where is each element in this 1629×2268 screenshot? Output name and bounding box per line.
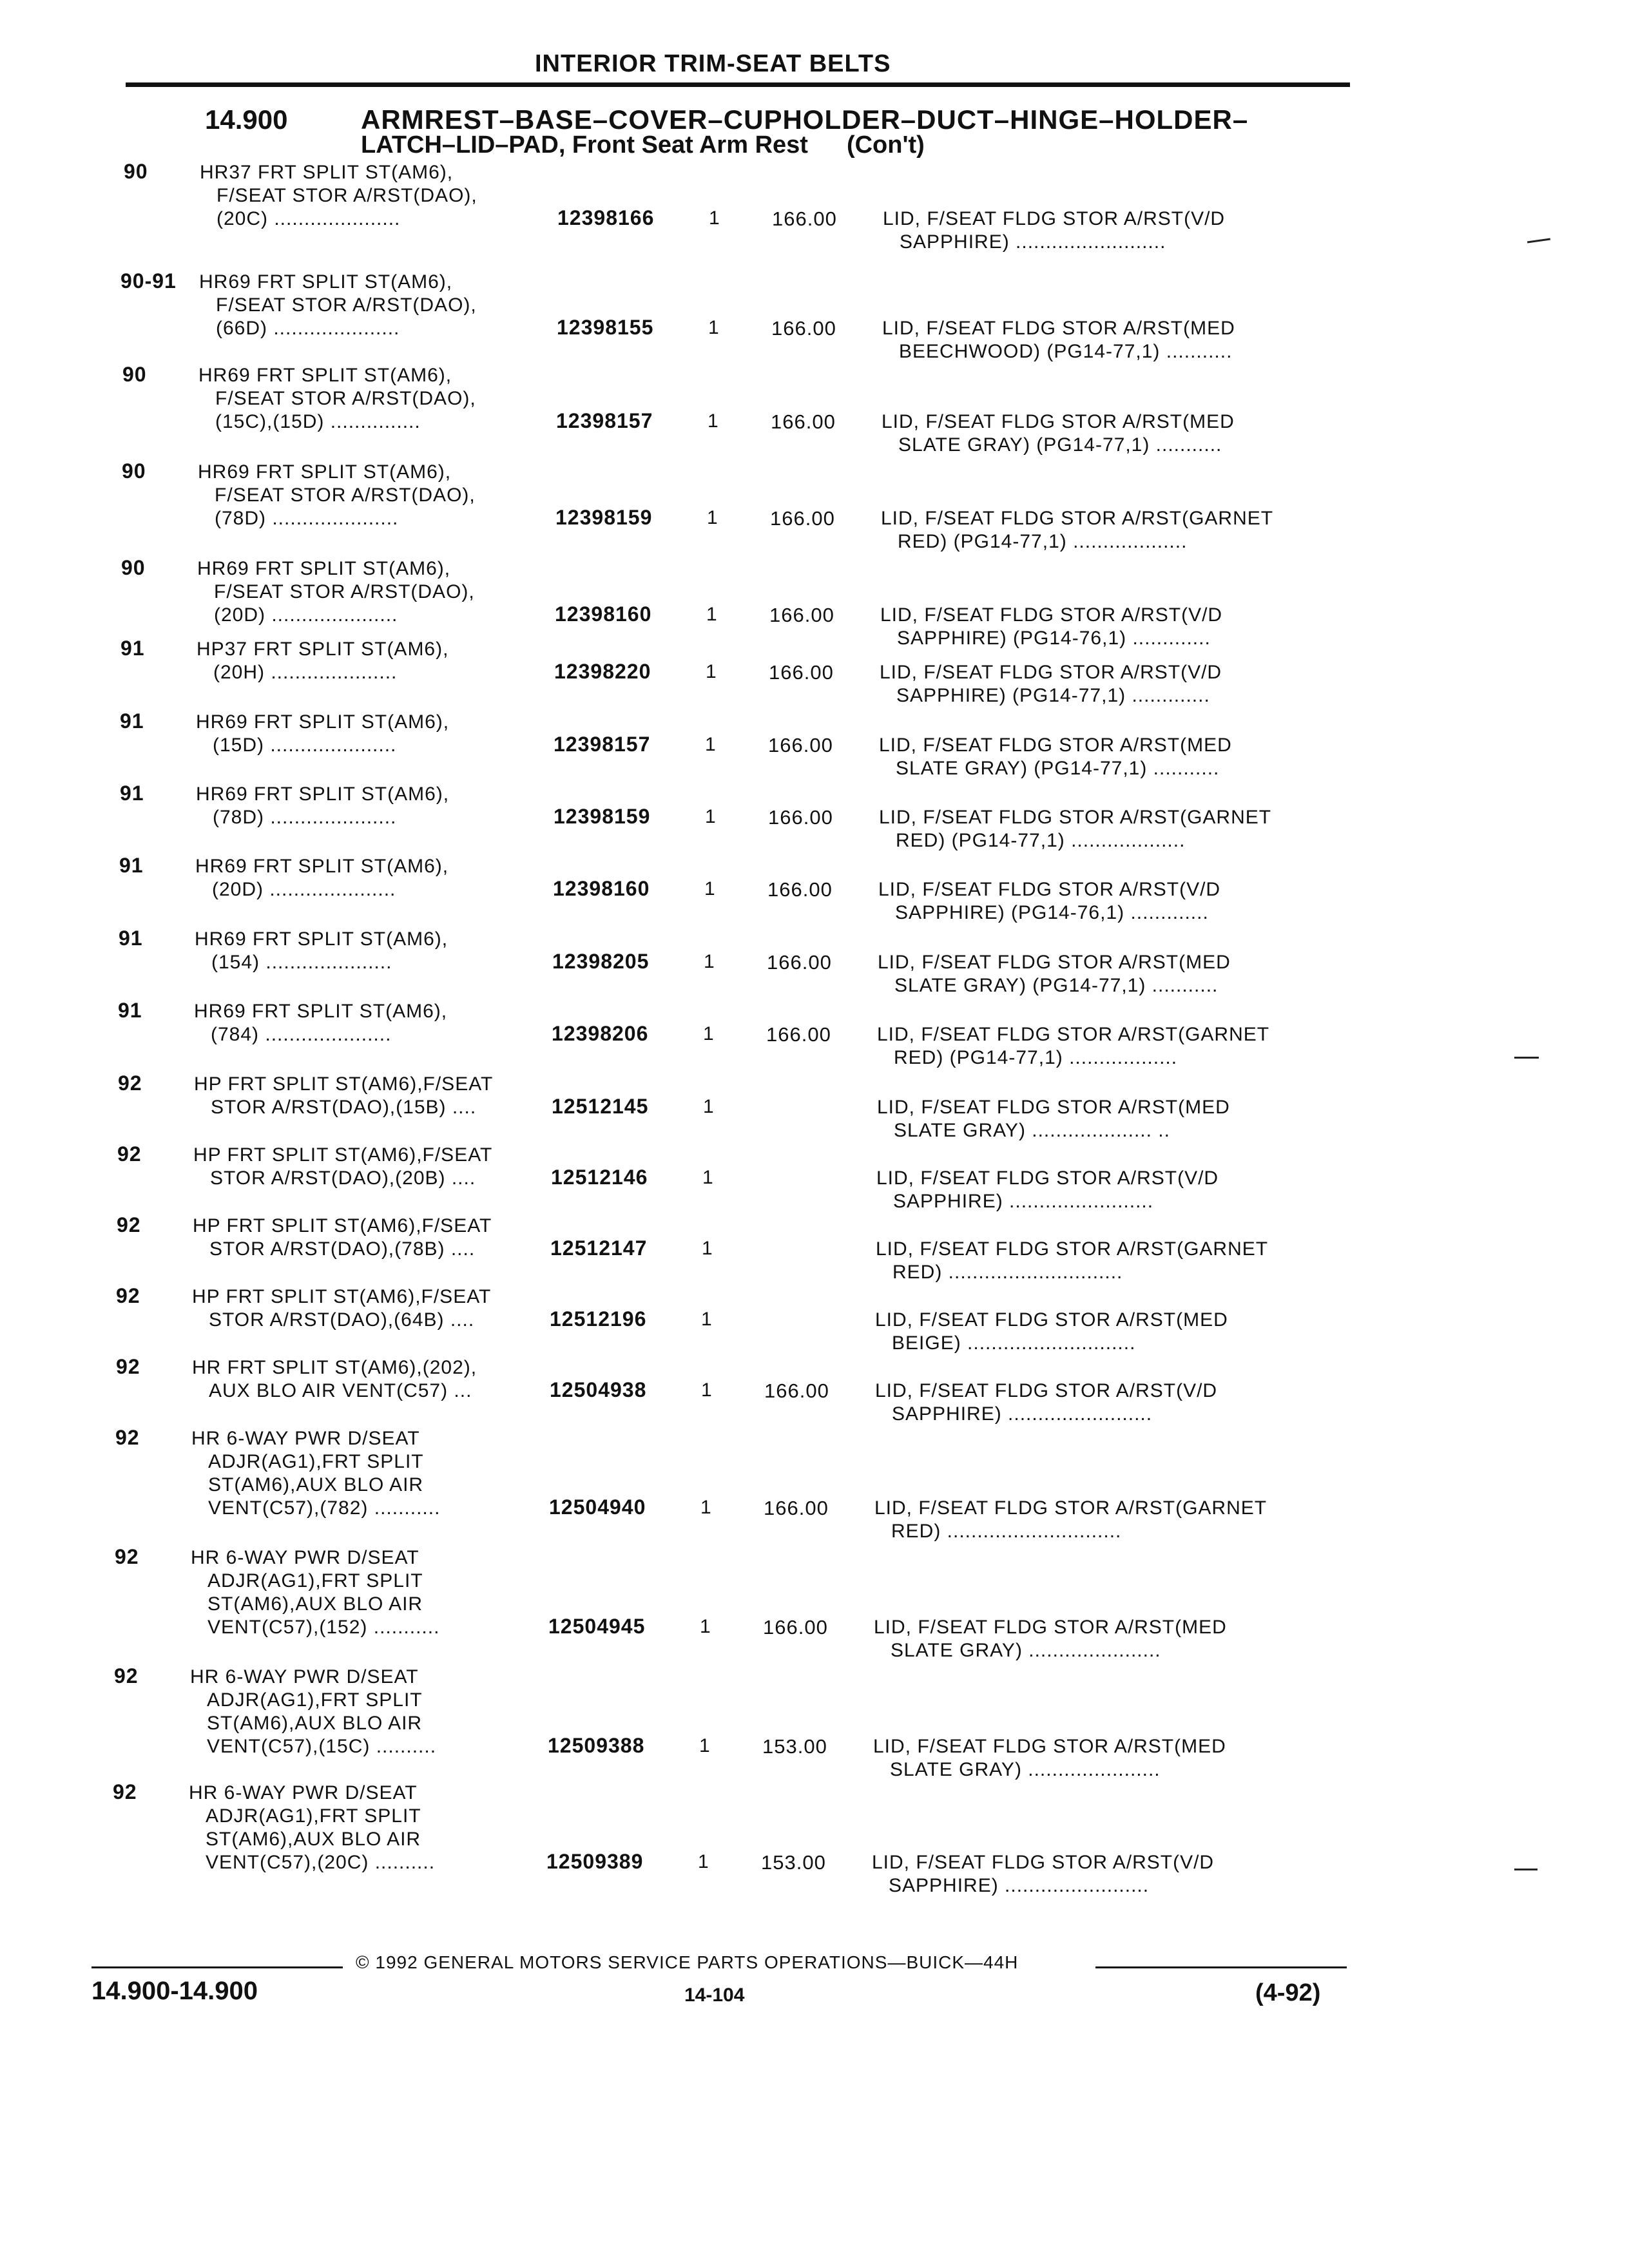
header-rule	[126, 82, 1350, 87]
illustration-number: 91	[120, 709, 144, 733]
part-description-line: SAPPHIRE) (PG14-77,1) .............	[896, 685, 1210, 706]
price: 166.00	[770, 507, 835, 530]
part-description-line: LID, F/SEAT FLDG STOR A/RST(MED	[882, 411, 1235, 432]
model-description-line: HR69 FRT SPLIT ST(AM6),	[197, 558, 451, 579]
footer-section-range: 14.900-14.900	[92, 1977, 258, 2005]
illustration-number: 90	[124, 160, 148, 183]
part-description-line: SAPPHIRE) ........................	[893, 1191, 1154, 1212]
part-description	[878, 878, 1220, 925]
model-description-line: STOR A/RST(DAO),(15B) ....	[211, 1097, 477, 1118]
part-description	[883, 207, 1225, 254]
part-number: 12398157	[556, 409, 653, 432]
illustration-number: 91	[120, 782, 144, 805]
parts-entry	[0, 459, 1629, 552]
part-number: 12512147	[550, 1236, 648, 1260]
part-description-line: LID, F/SEAT FLDG STOR A/RST(V/D	[876, 1168, 1219, 1189]
model-description-line: HR69 FRT SPLIT ST(AM6),	[198, 461, 452, 483]
model-description-line: (66D) .....................	[216, 318, 400, 339]
illustration-number: 92	[118, 1072, 142, 1095]
quantity: 1	[707, 507, 718, 528]
quantity: 1	[706, 604, 718, 625]
part-description-line: LID, F/SEAT FLDG STOR A/RST(GARNET	[879, 807, 1272, 828]
model-description-line: STOR A/RST(DAO),(64B) ....	[209, 1309, 475, 1331]
model-description-line: AUX BLO AIR VENT(C57) ...	[209, 1380, 472, 1401]
page-header-title: INTERIOR TRIM-SEAT BELTS	[535, 50, 891, 77]
parts-entry	[0, 269, 1629, 362]
quantity: 1	[701, 1379, 713, 1401]
model-description	[189, 1782, 435, 1874]
price: 166.00	[771, 317, 836, 340]
part-description	[876, 1238, 1268, 1284]
quantity: 1	[702, 1238, 713, 1259]
model-description-line: HR 6-WAY PWR D/SEAT	[189, 1782, 418, 1803]
part-description-line: LID, F/SEAT FLDG STOR A/RST(GARNET	[881, 508, 1274, 529]
parts-entry	[0, 363, 1629, 456]
model-description	[200, 161, 477, 231]
part-description-line: LID, F/SEAT FLDG STOR A/RST(V/D	[878, 879, 1221, 900]
model-description-line: HR69 FRT SPLIT ST(AM6),	[195, 856, 449, 877]
model-description	[195, 855, 448, 901]
model-description	[192, 1356, 477, 1403]
part-number: 12504938	[550, 1378, 647, 1401]
illustration-number: 92	[116, 1284, 140, 1307]
price: 166.00	[763, 1616, 828, 1639]
part-description-line: LID, F/SEAT FLDG STOR A/RST(V/D	[872, 1852, 1215, 1873]
model-description	[198, 364, 476, 434]
part-description-line: SLATE GRAY) (PG14-77,1) ...........	[896, 758, 1220, 779]
model-description-line: (20H) .....................	[213, 662, 398, 683]
part-description	[877, 1096, 1230, 1142]
quantity: 1	[703, 1023, 715, 1044]
model-description-line: HR69 FRT SPLIT ST(AM6),	[196, 711, 450, 733]
parts-entry	[0, 1072, 1629, 1141]
part-number: 12509388	[548, 1734, 645, 1757]
parts-entry	[0, 1284, 1629, 1354]
parts-entry	[0, 1664, 1629, 1780]
part-description-line: BEIGE) ............................	[892, 1332, 1136, 1354]
model-description-line: VENT(C57),(782) ...........	[208, 1497, 441, 1519]
model-description	[195, 928, 448, 974]
part-description-line: LID, F/SEAT FLDG STOR A/RST(GARNET	[874, 1497, 1268, 1519]
quantity: 1	[705, 806, 717, 827]
part-description-line: LID, F/SEAT FLDG STOR A/RST(MED	[879, 735, 1232, 756]
part-description-line: SAPPHIRE) (PG14-76,1) .............	[895, 902, 1209, 923]
model-description	[198, 461, 476, 530]
model-description-line: ST(AM6),AUX BLO AIR	[206, 1829, 421, 1850]
part-description-line: LID, F/SEAT FLDG STOR A/RST(GARNET	[876, 1238, 1269, 1260]
part-description	[875, 1309, 1228, 1355]
model-description-line: (15C),(15D) ...............	[215, 411, 421, 432]
price: 166.00	[769, 604, 834, 626]
quantity: 1	[708, 317, 720, 338]
model-description-line: HR 6-WAY PWR D/SEAT	[190, 1666, 419, 1687]
parts-entry	[0, 1545, 1629, 1661]
section-title-line1: ARMREST–BASE–COVER–CUPHOLDER–DUCT–HINGE–HOLDER–	[361, 104, 1249, 135]
model-description	[191, 1546, 439, 1639]
model-description-line: HP37 FRT SPLIT ST(AM6),	[197, 639, 449, 660]
part-description-line: LID, F/SEAT FLDG STOR A/RST(MED	[877, 1097, 1230, 1118]
part-description	[874, 1616, 1227, 1662]
part-description-line: SAPPHIRE) ........................	[889, 1875, 1150, 1896]
price: 166.00	[772, 207, 837, 230]
parts-entry	[0, 854, 1629, 923]
part-description-line: SLATE GRAY) (PG14-77,1) ...........	[898, 434, 1222, 456]
model-description	[193, 1144, 492, 1190]
model-description-line: HR69 FRT SPLIT ST(AM6),	[195, 928, 448, 950]
part-description-line: LID, F/SEAT FLDG STOR A/RST(MED	[878, 952, 1231, 973]
model-description-line: (154) .....................	[211, 952, 392, 973]
part-number: 12398205	[552, 950, 650, 973]
parts-entry	[0, 709, 1629, 779]
part-description-line: LID, F/SEAT FLDG STOR A/RST(V/D	[883, 208, 1226, 229]
part-number: 12504940	[549, 1495, 646, 1519]
parts-entry	[0, 1142, 1629, 1212]
model-description	[196, 711, 449, 757]
model-description-line: HR69 FRT SPLIT ST(AM6),	[196, 783, 450, 805]
section-number: 14.900	[205, 104, 288, 135]
illustration-number: 90	[121, 556, 146, 579]
model-description	[194, 1073, 493, 1119]
price: 166.00	[764, 1379, 829, 1402]
part-description-line: BEECHWOOD) (PG14-77,1) ...........	[899, 341, 1233, 362]
illustration-number: 90	[122, 459, 146, 483]
part-description-line: RED) .............................	[892, 1262, 1123, 1283]
part-description	[878, 951, 1231, 997]
model-description-line: HR69 FRT SPLIT ST(AM6),	[199, 271, 453, 293]
model-description-line: F/SEAT STOR A/RST(DAO),	[217, 185, 477, 206]
price: 153.00	[762, 1735, 827, 1758]
part-description-line: SLATE GRAY) (PG14-77,1) ...........	[894, 975, 1219, 996]
model-description-line: ST(AM6),AUX BLO AIR	[207, 1593, 423, 1615]
model-description-line: HP FRT SPLIT ST(AM6),F/SEAT	[193, 1215, 492, 1236]
model-description-line: ADJR(AG1),FRT SPLIT	[207, 1570, 423, 1591]
part-description	[882, 410, 1235, 457]
quantity: 1	[704, 878, 716, 899]
illustration-number: 92	[115, 1426, 140, 1449]
price: 166.00	[769, 661, 834, 684]
model-description-line: (20D) .....................	[214, 604, 398, 626]
model-description-line: (78D) .....................	[215, 508, 399, 529]
quantity: 1	[704, 951, 715, 972]
quantity: 1	[702, 1167, 714, 1188]
illustration-number: 91	[120, 637, 145, 660]
model-description-line: STOR A/RST(DAO),(78B) ....	[209, 1238, 476, 1260]
part-description-line: RED) (PG14-77,1) ..................	[894, 1047, 1178, 1068]
model-description-line: HR37 FRT SPLIT ST(AM6),	[200, 162, 454, 183]
price: 166.00	[764, 1497, 829, 1519]
parts-entry	[0, 1213, 1629, 1283]
model-description-line: HP FRT SPLIT ST(AM6),F/SEAT	[192, 1286, 492, 1307]
model-description-line: HR69 FRT SPLIT ST(AM6),	[198, 365, 452, 386]
model-description-line: (15D) .....................	[213, 735, 397, 756]
parts-entry	[0, 1426, 1629, 1542]
part-description	[872, 1851, 1214, 1898]
model-description-line: HR 6-WAY PWR D/SEAT	[191, 1547, 419, 1568]
part-description-line: LID, F/SEAT FLDG STOR A/RST(MED	[873, 1736, 1226, 1757]
model-description-line: (20C) .....................	[217, 208, 401, 229]
section-title-text: LATCH–LID–PAD, Front Seat Arm Rest	[361, 131, 808, 159]
part-description	[882, 317, 1235, 363]
model-description	[199, 271, 477, 340]
part-description-line: SLATE GRAY) ......................	[891, 1640, 1161, 1661]
part-description	[873, 1735, 1226, 1782]
part-description-line: SAPPHIRE) ........................	[892, 1403, 1153, 1425]
model-description-line: (78D) .....................	[213, 807, 397, 828]
quantity: 1	[703, 1096, 715, 1117]
part-description	[879, 806, 1271, 852]
parts-entry	[0, 1780, 1629, 1896]
part-number: 12504945	[548, 1615, 646, 1638]
model-description-line: HP FRT SPLIT ST(AM6),F/SEAT	[193, 1144, 493, 1166]
quantity: 1	[708, 410, 719, 432]
illustration-number: 92	[113, 1780, 137, 1803]
part-description-line: SAPPHIRE) (PG14-76,1) .............	[897, 628, 1211, 649]
price: 166.00	[767, 878, 833, 901]
parts-entry	[0, 782, 1629, 851]
model-description-line: ADJR(AG1),FRT SPLIT	[206, 1805, 421, 1827]
footer-copyright: © 1992 GENERAL MOTORS SERVICE PARTS OPERATIONS—BUICK—44H	[356, 1952, 1019, 1972]
part-description	[880, 661, 1222, 707]
model-description	[193, 1215, 492, 1261]
model-description	[191, 1427, 440, 1520]
model-description-line: (20D) .....................	[212, 879, 396, 900]
illustration-number: 91	[119, 927, 143, 950]
model-description-line: F/SEAT STOR A/RST(DAO),	[215, 485, 476, 506]
part-description-line: LID, F/SEAT FLDG STOR A/RST(V/D	[875, 1380, 1218, 1401]
parts-entry	[0, 1355, 1629, 1425]
part-description	[875, 1379, 1217, 1426]
part-number: 12512146	[551, 1166, 648, 1189]
part-number: 12512196	[550, 1307, 647, 1331]
parts-entry	[0, 927, 1629, 996]
footer-rule-right	[1095, 1966, 1347, 1968]
model-description-line: (784) .....................	[211, 1024, 392, 1045]
model-description	[190, 1666, 436, 1758]
quantity: 1	[700, 1616, 711, 1637]
illustration-number: 92	[114, 1664, 139, 1687]
part-number: 12398220	[554, 660, 651, 683]
part-number: 12512145	[552, 1095, 649, 1118]
parts-entry	[0, 637, 1629, 706]
section-title-line2	[361, 131, 925, 159]
margin-mark	[1527, 238, 1550, 244]
quantity: 1	[705, 734, 717, 755]
illustration-number: 92	[117, 1142, 142, 1166]
part-description-line: RED) (PG14-77,1) ...................	[898, 531, 1188, 552]
model-description-line: VENT(C57),(152) ...........	[207, 1617, 440, 1638]
part-description-line: LID, F/SEAT FLDG STOR A/RST(MED	[875, 1309, 1228, 1331]
part-number: 12398166	[557, 206, 655, 229]
model-description-line: ST(AM6),AUX BLO AIR	[207, 1713, 423, 1734]
illustration-number: 92	[115, 1545, 139, 1568]
section-continued: (Con't)	[846, 131, 925, 159]
model-description-line: HP FRT SPLIT ST(AM6),F/SEAT	[194, 1073, 494, 1095]
price: 166.00	[768, 734, 833, 756]
illustration-number: 91	[118, 999, 142, 1022]
part-number: 12398206	[552, 1022, 649, 1045]
model-description-line: ST(AM6),AUX BLO AIR	[208, 1474, 424, 1495]
part-description-line: LID, F/SEAT FLDG STOR A/RST(V/D	[880, 662, 1222, 683]
illustration-number: 90-91	[120, 269, 177, 293]
part-description-line: SLATE GRAY) .................... ..	[894, 1120, 1170, 1141]
part-number: 12398160	[555, 602, 652, 626]
margin-mark	[1514, 1057, 1539, 1059]
model-description	[194, 1000, 447, 1046]
model-description-line: VENT(C57),(20C) ..........	[206, 1852, 436, 1873]
model-description	[196, 783, 449, 829]
parts-entry	[0, 160, 1629, 253]
illustration-number: 90	[122, 363, 147, 386]
part-description	[877, 1023, 1269, 1070]
illustration-number: 92	[117, 1213, 141, 1236]
part-description-line: RED) .............................	[891, 1521, 1122, 1542]
illustration-number: 91	[119, 854, 144, 877]
part-description-line: LID, F/SEAT FLDG STOR A/RST(V/D	[880, 604, 1223, 626]
margin-mark	[1514, 1869, 1537, 1870]
model-description-line: HR FRT SPLIT ST(AM6),(202),	[192, 1357, 477, 1378]
quantity: 1	[706, 661, 717, 682]
model-description-line: ADJR(AG1),FRT SPLIT	[208, 1451, 424, 1472]
price: 153.00	[761, 1851, 826, 1874]
footer-date: (4-92)	[1255, 1979, 1321, 2006]
quantity: 1	[699, 1735, 711, 1756]
part-description	[876, 1167, 1219, 1213]
model-description	[197, 557, 475, 627]
model-description-line: HR 6-WAY PWR D/SEAT	[191, 1428, 420, 1449]
parts-entry	[0, 999, 1629, 1068]
footer-rule-left	[92, 1966, 343, 1968]
model-description-line: VENT(C57),(15C) ..........	[207, 1736, 437, 1757]
part-description-line: RED) (PG14-77,1) ...................	[896, 830, 1186, 851]
model-description-line: HR69 FRT SPLIT ST(AM6),	[194, 1001, 448, 1022]
part-description	[879, 734, 1232, 780]
illustration-number: 92	[116, 1355, 140, 1378]
model-description	[192, 1285, 491, 1332]
part-number: 12398157	[554, 733, 651, 756]
price: 166.00	[766, 1023, 831, 1046]
footer-page-number: 14-104	[684, 1984, 745, 2006]
quantity: 1	[700, 1497, 712, 1518]
part-description	[874, 1497, 1267, 1543]
model-description-line: F/SEAT STOR A/RST(DAO),	[214, 581, 475, 602]
model-description	[197, 638, 448, 684]
part-description	[881, 507, 1273, 553]
part-description-line: LID, F/SEAT FLDG STOR A/RST(MED	[874, 1617, 1227, 1638]
model-description-line: ADJR(AG1),FRT SPLIT	[207, 1689, 423, 1711]
price: 166.00	[767, 951, 832, 974]
part-description-line: SLATE GRAY) ......................	[890, 1759, 1161, 1780]
model-description-line: F/SEAT STOR A/RST(DAO),	[216, 294, 477, 316]
part-description-line: SAPPHIRE) .........................	[900, 231, 1166, 253]
quantity: 1	[709, 207, 720, 229]
model-description-line: STOR A/RST(DAO),(20B) ....	[210, 1168, 476, 1189]
part-description-line: LID, F/SEAT FLDG STOR A/RST(GARNET	[877, 1024, 1270, 1045]
part-number: 12398160	[553, 877, 650, 900]
part-number: 12398155	[557, 316, 654, 339]
price: 166.00	[768, 806, 833, 829]
part-number: 12398159	[555, 506, 653, 529]
part-description-line: LID, F/SEAT FLDG STOR A/RST(MED	[882, 318, 1235, 339]
quantity: 1	[701, 1309, 713, 1330]
price: 166.00	[771, 410, 836, 433]
part-number: 12509389	[546, 1850, 644, 1873]
model-description-line: F/SEAT STOR A/RST(DAO),	[215, 388, 476, 409]
part-number: 12398159	[554, 805, 651, 828]
quantity: 1	[698, 1851, 709, 1872]
